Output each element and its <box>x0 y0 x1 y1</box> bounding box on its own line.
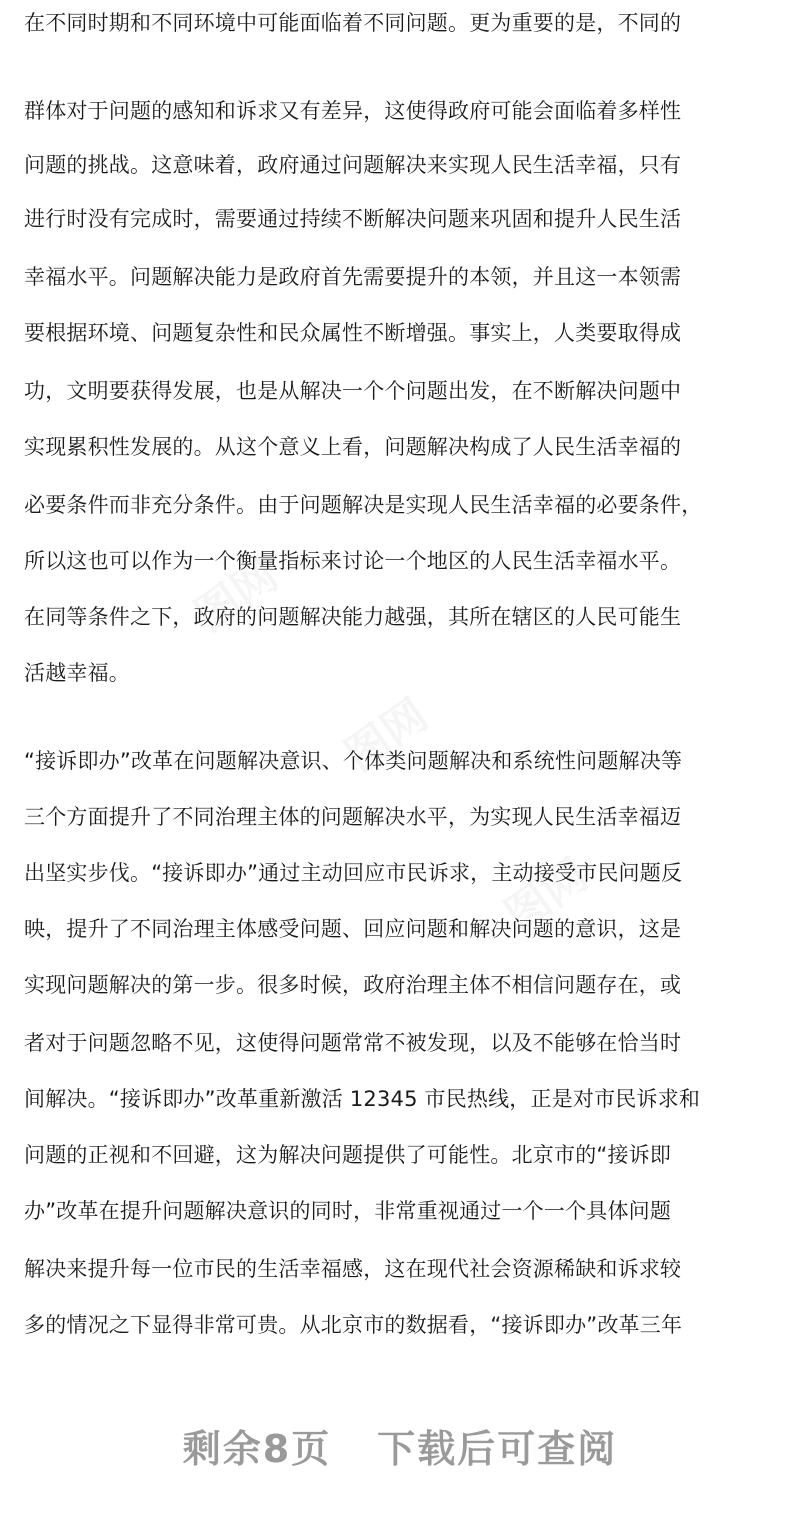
paragraph-line: 幸福水平。问题解决能力是政府首先需要提升的本领，并且这一本领需 <box>24 265 682 289</box>
remaining-pages-text: 剩余8页 <box>182 1427 332 1471</box>
paragraph-line: 功，文明要获得发展，也是从解决一个个问题出发，在不断解决问题中 <box>24 379 682 403</box>
paragraph-line: 映，提升了不同治理主体感受问题、回应问题和解决问题的意识，这是 <box>24 917 682 941</box>
paragraph-line: “接诉即办”改革在问题解决意识、个体类问题解决和系统性问题解决等 <box>24 749 683 773</box>
paragraph-line: 活越幸福。 <box>24 661 130 685</box>
watermark: 图网 <box>495 849 598 942</box>
watermark: 图网 <box>185 549 288 642</box>
remaining-pages-banner[interactable] <box>0 1418 800 1473</box>
watermark: 图网 <box>335 689 438 782</box>
paragraph-line: 实现问题解决的第一步。很多时候，政府治理主体不相信问题存在，或 <box>24 973 682 997</box>
paragraph-line: 间解决。“接诉即办”改革重新激活 12345 市民热线，正是对市民诉求和 <box>24 1087 701 1111</box>
paragraph-line: 问题的挑战。这意味着，政府通过问题解决来实现人民生活幸福，只有 <box>24 153 682 177</box>
paragraph-line: 三个方面提升了不同治理主体的问题解决水平，为实现人民生活幸福迈 <box>24 805 682 829</box>
paragraph-line: 群体对于问题的感知和诉求又有差异，这使得政府可能会面临着多样性 <box>24 99 682 123</box>
paragraph-line: 必要条件而非充分条件。由于问题解决是实现人民生活幸福的必要条件， <box>24 493 703 517</box>
paragraph-line: 在不同时期和不同环境中可能面临着不同问题。更为重要的是，不同的 <box>24 11 682 35</box>
paragraph-line: 实现累积性发展的。从这个意义上看，问题解决构成了人民生活幸福的 <box>24 435 682 459</box>
paragraph-line: 在同等条件之下，政府的问题解决能力越强，其所在辖区的人民可能生 <box>24 605 682 629</box>
paragraph-line: 出坚实步伐。“接诉即办”通过主动回应市民诉求，主动接受市民问题反 <box>24 861 683 885</box>
paragraph-line: 要根据环境、问题复杂性和民众属性不断增强。事实上，人类要取得成 <box>24 321 682 345</box>
paragraph-line: 办”改革在提升问题解决意识的同时，非常重视通过一个一个具体问题 <box>24 1199 672 1223</box>
paragraph-line: 者对于问题忽略不见，这使得问题常常不被发现，以及不能够在恰当时 <box>24 1031 682 1055</box>
download-prompt-text[interactable]: 下载后可查阅 <box>377 1427 618 1471</box>
paragraph-line: 多的情况之下显得非常可贵。从北京市的数据看，“接诉即办”改革三年 <box>24 1313 683 1337</box>
paragraph-line: 所以这也可以作为一个衡量指标来讨论一个地区的人民生活幸福水平。 <box>24 549 682 573</box>
paragraph-line: 解决来提升每一位市民的生活幸福感，这在现代社会资源稀缺和诉求较 <box>24 1257 682 1281</box>
paragraph-line: 问题的正视和不回避，这为解决问题提供了可能性。北京市的“接诉即 <box>24 1143 672 1167</box>
paragraph-line: 进行时没有完成时，需要通过持续不断解决问题来巩固和提升人民生活 <box>24 207 682 231</box>
